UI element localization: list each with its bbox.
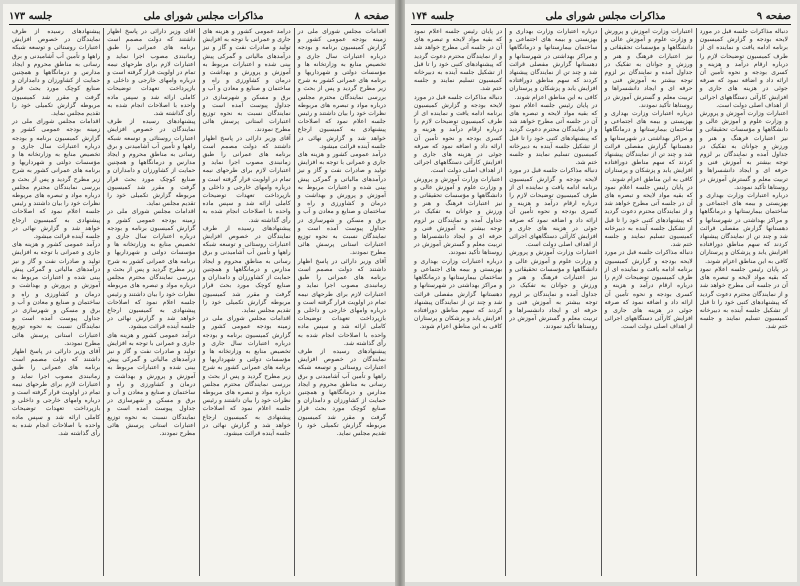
left-page-columns — [9, 28, 389, 576]
column-text: دنباله مذاکرات جلسه قبل در مورد لایحه بودجه و گزارش کمیسیون برنامه ادامه یافت و نماینده ای از طرف کمیسیون توضیحات لازم را درباره ارقام درآمد و هزینه و کسری بودجه و نحوه تأمین آن ارائه داد و اضافه نمود که صرفه جوئی در هزینه های جاری و افزایش کارآئی دستگاههای اجرائی از اهداف اصلی دولت است. — [699, 28, 788, 109]
column-text: اقدامات مجلس شورای ملی در زمینه بودجه عمومی کشور و گزارش کمیسیون برنامه و بودجه درباره اعتبارات سال جاری و تخصیص منابع به وزارتخانه ها و مؤسسات دولتی و شهرداریها و برنامه های عمرانی کشور به شرح زیر مطرح گردید و پس از بحث و بررسی نمایندگان محترم مجلس درباره مواد و تبصره های مربوطه نظرات خود را بیان داشتند و رئیس جلسه اعلام نمود که اصلاحات پیشنهادی به کمیسیون ارجاع خواهد شد و گزارش نهائی در جلسه آینده قرائت میشود. — [297, 28, 386, 150]
text-column — [602, 28, 697, 576]
column-text: اعتبارات وزارت آموزش و پرورش و وزارت علوم و آموزش عالی و دانشگاهها و مؤسسات تحقیقاتی و نیز اعتبارات فرهنگ و هنر و ورزش و جوانان به تفکیک در جداول آمده و نمایندگان بر لزوم توجه بیشتر به آموزش فنی و حرفه ای و ایجاد دانشسراها و تربیت معلم و گسترش آموزش در روستاها تأکید نمودند. — [604, 28, 693, 109]
column-text: اعتبارات وزارت آموزش و پرورش و وزارت علوم و آموزش عالی و دانشگاهها و مؤسسات تحقیقاتی و نیز اعتبارات فرهنگ و هنر و ورزش و جوانان به تفکیک در جداول آمده و نمایندگان بر لزوم توجه بیشتر به آموزش فنی و حرفه ای و ایجاد دانشسراها و تربیت معلم و گسترش آموزش در روستاها تأکید نمودند. — [699, 110, 788, 191]
column-text: پیشنهادهای رسیده از طرف نمایندگان در خصوص افزایش اعتبارات روستائی و توسعه شبکه راهها و تأمین آب آشامیدنی و برق رسانی به مناطق محروم و ایجاد مدارس و درمانگاهها و همچنین حمایت از کشاورزان و دامداران و صنایع کوچک مورد بحث قرار گرفت و مقرر شد کمیسیون مربوطه گزارش تکمیلی خود را تقدیم مجلس نماید. — [12, 28, 101, 118]
column-text: در پایان رئیس جلسه اعلام نمود که بقیه مواد لایحه و تبصره های آن در جلسه آتی مطرح خواهد شد و از نمایندگان محترم دعوت گردید که پیشنهادهای کتبی خود را تا قبل از تشکیل جلسه آینده به دبیرخانه کمیسیون تسلیم نمایند و جلسه ختم شد. — [604, 183, 693, 249]
text-column — [506, 28, 601, 576]
text-column — [9, 28, 104, 576]
column-text: دنباله مذاکرات جلسه قبل در مورد لایحه بودجه و گزارش کمیسیون برنامه ادامه یافت و نماینده ای از طرف کمیسیون توضیحات لازم را درباره ارقام درآمد و هزینه و کسری بودجه و نحوه تأمین آن ارائه داد و اضافه نمود که صرفه جوئی در هزینه های جاری و افزایش کارآئی دستگاههای اجرائی از اهداف اصلی دولت است. — [509, 167, 598, 249]
column-text: درباره اعتبارات وزارت بهداری و بهزیستی و بیمه های اجتماعی و ساختمان بیمارستانها و درمانگاهها و مراکز بهداشتی در شهرستانها و دهستانها گزارش مفصلی قرائت شد و چند تن از نمایندگان پیشنهاد کردند که سهم مناطق دورافتاده افزایش یابد و پزشکان و پرستاران کافی به این مناطق اعزام شوند. — [604, 110, 693, 183]
page-number: صفحه ۸ — [354, 10, 389, 22]
column-text: پیشنهادهای رسیده از طرف نمایندگان در خصوص افزایش اعتبارات روستائی و توسعه شبکه راهها و تأمین آب آشامیدنی و برق رسانی به مناطق محروم و ایجاد مدارس و درمانگاهها و همچنین حمایت از کشاورزان و دامداران و صنایع کوچک مورد بحث قرار گرفت و مقرر شد کمیسیون مربوطه گزارش تکمیلی خود را تقدیم مجلس نماید. — [202, 224, 291, 314]
text-column — [697, 28, 791, 576]
column-text: اعتبارات وزارت آموزش و پرورش و وزارت علوم و آموزش عالی و دانشگاهها و مؤسسات تحقیقاتی و نیز اعتبارات فرهنگ و هنر و ورزش و جوانان به تفکیک در جداول آمده و نمایندگان بر لزوم توجه بیشتر به آموزش فنی و حرفه ای و ایجاد دانشسراها و تربیت معلم و گسترش آموزش در روستاها تأکید نمودند. — [414, 175, 503, 257]
right-page-header — [411, 8, 791, 25]
left-page — [3, 4, 395, 582]
text-column — [200, 28, 295, 576]
column-text: آقای وزیر دارائی در پاسخ اظهار داشتند که دولت مصمم است برنامه های عمرانی را طبق زمانبندی مصوب اجرا نماید و اعتبارات لازم برای طرحهای نیمه تمام در اولویت قرار گرفته است و درباره وامهای خارجی و داخلی و بازپرداخت تعهدات توضیحات کاملی ارائه شد و سپس ماده واحده با اصلاحات انجام شده به رأی گذاشته شد. — [297, 257, 386, 347]
book-gutter — [395, 0, 405, 586]
column-text: پیشنهادهای رسیده از طرف نمایندگان در خصوص افزایش اعتبارات روستائی و توسعه شبکه راهها و تأمین آب آشامیدنی و برق رسانی به مناطق محروم و ایجاد مدارس و درمانگاهها و همچنین حمایت از کشاورزان و دامداران و صنایع کوچک مورد بحث قرار گرفت و مقرر شد کمیسیون مربوطه گزارش تکمیلی خود را تقدیم مجلس نماید. — [107, 118, 196, 208]
publication-title: مذاکرات مجلس شورای ملی — [545, 10, 666, 22]
right-page — [405, 4, 797, 582]
page-number: صفحه ۹ — [756, 10, 791, 22]
session-number: جلسه ۱۷۳ — [9, 10, 53, 22]
column-text: در پایان رئیس جلسه اعلام نمود که بقیه مواد لایحه و تبصره های آن در جلسه آتی مطرح خواهد شد و از نمایندگان محترم دعوت گردید که پیشنهادهای کتبی خود را تا قبل از تشکیل جلسه آینده به دبیرخانه کمیسیون تسلیم نمایند و جلسه ختم شد. — [414, 28, 503, 93]
column-text: درباره اعتبارات وزارت بهداری و بهزیستی و بیمه های اجتماعی و ساختمان بیمارستانها و درمانگاهها و مراکز بهداشتی در شهرستانها و دهستانها گزارش مفصلی قرائت شد و چند تن از نمایندگان پیشنهاد کردند که سهم مناطق دورافتاده افزایش یابد و پزشکان و پرستاران کافی به این مناطق اعزام شوند. — [414, 257, 503, 331]
publication-title: مذاکرات مجلس شورای ملی — [143, 10, 264, 22]
column-text: درباره اعتبارات وزارت بهداری و بهزیستی و بیمه های اجتماعی و ساختمان بیمارستانها و درمانگاهها و مراکز بهداشتی در شهرستانها و دهستانها گزارش مفصلی قرائت شد و چند تن از نمایندگان پیشنهاد کردند که سهم مناطق دورافتاده افزایش یابد و پزشکان و پرستاران کافی به این مناطق اعزام شوند. — [699, 192, 788, 265]
column-text: درآمد عمومی کشور و هزینه های جاری و عمرانی با توجه به افزایش تولید و صادرات نفت و گاز و نیز درآمدهای مالیاتی و گمرکی پیش بینی شده و اعتبارات مربوط به آموزش و پرورش و بهداشت و درمان و کشاورزی و راه و ساختمان و صنایع و معادن و آب و برق و مسکن و شهرسازی در جداول پیوست آمده است و نمایندگان نسبت به نحوه توزیع اعتبارات استانی پرسش هائی مطرح نمودند. — [12, 241, 101, 347]
column-text: درآمد عمومی کشور و هزینه های جاری و عمرانی با توجه به افزایش تولید و صادرات نفت و گاز و نیز درآمدهای مالیاتی و گمرکی پیش بینی شده و اعتبارات مربوط به آموزش و پرورش و بهداشت و درمان و کشاورزی و راه و ساختمان و صنایع و معادن و آب و برق و مسکن و شهرسازی در جداول پیوست آمده است و نمایندگان نسبت به نحوه توزیع اعتبارات استانی پرسش هائی مطرح نمودند. — [202, 28, 291, 134]
column-text: اقدامات مجلس شورای ملی در زمینه بودجه عمومی کشور و گزارش کمیسیون برنامه و بودجه درباره اعتبارات سال جاری و تخصیص منابع به وزارتخانه ها و مؤسسات دولتی و شهرداریها و برنامه های عمرانی کشور به شرح زیر مطرح گردید و پس از بحث و بررسی نمایندگان محترم مجلس درباره مواد و تبصره های مربوطه نظرات خود را بیان داشتند و رئیس جلسه اعلام نمود که اصلاحات پیشنهادی به کمیسیون ارجاع خواهد شد و گزارش نهائی در جلسه آینده قرائت میشود. — [12, 118, 101, 241]
column-text: دنباله مذاکرات جلسه قبل در مورد لایحه بودجه و گزارش کمیسیون برنامه ادامه یافت و نماینده ای از طرف کمیسیون توضیحات لازم را درباره ارقام درآمد و هزینه و کسری بودجه و نحوه تأمین آن ارائه داد و اضافه نمود که صرفه جوئی در هزینه های جاری و افزایش کارآئی دستگاههای اجرائی از اهداف اصلی دولت است. — [414, 93, 503, 175]
column-text: آقای وزیر دارائی در پاسخ اظهار داشتند که دولت مصمم است برنامه های عمرانی را طبق زمانبندی مصوب اجرا نماید و اعتبارات لازم برای طرحهای نیمه تمام در اولویت قرار گرفته است و درباره وامهای خارجی و داخلی و بازپرداخت تعهدات توضیحات کاملی ارائه شد و سپس ماده واحده با اصلاحات انجام شده به رأی گذاشته شد. — [107, 28, 196, 118]
text-column — [104, 28, 199, 576]
column-text: دنباله مذاکرات جلسه قبل در مورد لایحه بودجه و گزارش کمیسیون برنامه ادامه یافت و نماینده ای از طرف کمیسیون توضیحات لازم را درباره ارقام درآمد و هزینه و کسری بودجه و نحوه تأمین آن ارائه داد و اضافه نمود که صرفه جوئی در هزینه های جاری و افزایش کارآئی دستگاههای اجرائی از اهداف اصلی دولت است. — [604, 249, 693, 331]
column-text: در پایان رئیس جلسه اعلام نمود که بقیه مواد لایحه و تبصره های آن در جلسه آتی مطرح خواهد شد و از نمایندگان محترم دعوت گردید که پیشنهادهای کتبی خود را تا قبل از تشکیل جلسه آینده به دبیرخانه کمیسیون تسلیم نمایند و جلسه ختم شد. — [699, 265, 788, 331]
column-text: درباره اعتبارات وزارت بهداری و بهزیستی و بیمه های اجتماعی و ساختمان بیمارستانها و درمانگاهها و مراکز بهداشتی در شهرستانها و دهستانها گزارش مفصلی قرائت شد و چند تن از نمایندگان پیشنهاد کردند که سهم مناطق دورافتاده افزایش یابد و پزشکان و پرستاران کافی به این مناطق اعزام شوند. — [509, 28, 598, 101]
right-page-columns — [411, 28, 791, 576]
text-column — [295, 28, 389, 576]
column-text: در پایان رئیس جلسه اعلام نمود که بقیه مواد لایحه و تبصره های آن در جلسه آتی مطرح خواهد شد و از نمایندگان محترم دعوت گردید که پیشنهادهای کتبی خود را تا قبل از تشکیل جلسه آینده به دبیرخانه کمیسیون تسلیم نمایند و جلسه ختم شد. — [509, 101, 598, 167]
left-page-header — [9, 8, 389, 25]
column-text: اقدامات مجلس شورای ملی در زمینه بودجه عمومی کشور و گزارش کمیسیون برنامه و بودجه درباره اعتبارات سال جاری و تخصیص منابع به وزارتخانه ها و مؤسسات دولتی و شهرداریها و برنامه های عمرانی کشور به شرح زیر مطرح گردید و پس از بحث و بررسی نمایندگان محترم مجلس درباره مواد و تبصره های مربوطه نظرات خود را بیان داشتند و رئیس جلسه اعلام نمود که اصلاحات پیشنهادی به کمیسیون ارجاع خواهد شد و گزارش نهائی در جلسه آینده قرائت میشود. — [202, 315, 291, 437]
column-text: درآمد عمومی کشور و هزینه های جاری و عمرانی با توجه به افزایش تولید و صادرات نفت و گاز و نیز درآمدهای مالیاتی و گمرکی پیش بینی شده و اعتبارات مربوط به آموزش و پرورش و بهداشت و درمان و کشاورزی و راه و ساختمان و صنایع و معادن و آب و برق و مسکن و شهرسازی در جداول پیوست آمده است و نمایندگان نسبت به نحوه توزیع اعتبارات استانی پرسش هائی مطرح نمودند. — [107, 331, 196, 437]
column-text: آقای وزیر دارائی در پاسخ اظهار داشتند که دولت مصمم است برنامه های عمرانی را طبق زمانبندی مصوب اجرا نماید و اعتبارات لازم برای طرحهای نیمه تمام در اولویت قرار گرفته است و درباره وامهای خارجی و داخلی و بازپرداخت تعهدات توضیحات کاملی ارائه شد و سپس ماده واحده با اصلاحات انجام شده به رأی گذاشته شد. — [12, 347, 101, 437]
column-text: پیشنهادهای رسیده از طرف نمایندگان در خصوص افزایش اعتبارات روستائی و توسعه شبکه راهها و تأمین آب آشامیدنی و برق رسانی به مناطق محروم و ایجاد مدارس و درمانگاهها و همچنین حمایت از کشاورزان و دامداران و صنایع کوچک مورد بحث قرار گرفت و مقرر شد کمیسیون مربوطه گزارش تکمیلی خود را تقدیم مجلس نماید. — [297, 347, 386, 437]
column-text: اعتبارات وزارت آموزش و پرورش و وزارت علوم و آموزش عالی و دانشگاهها و مؤسسات تحقیقاتی و نیز اعتبارات فرهنگ و هنر و ورزش و جوانان به تفکیک در جداول آمده و نمایندگان بر لزوم توجه بیشتر به آموزش فنی و حرفه ای و ایجاد دانشسراها و تربیت معلم و گسترش آموزش در روستاها تأکید نمودند. — [509, 249, 598, 331]
column-text: درآمد عمومی کشور و هزینه های جاری و عمرانی با توجه به افزایش تولید و صادرات نفت و گاز و نیز درآمدهای مالیاتی و گمرکی پیش بینی شده و اعتبارات مربوط به آموزش و پرورش و بهداشت و درمان و کشاورزی و راه و ساختمان و صنایع و معادن و آب و برق و مسکن و شهرسازی در جداول پیوست آمده است و نمایندگان نسبت به نحوه توزیع اعتبارات استانی پرسش هائی مطرح نمودند. — [297, 151, 386, 257]
text-column — [411, 28, 506, 576]
column-text: اقدامات مجلس شورای ملی در زمینه بودجه عمومی کشور و گزارش کمیسیون برنامه و بودجه درباره اعتبارات سال جاری و تخصیص منابع به وزارتخانه ها و مؤسسات دولتی و شهرداریها و برنامه های عمرانی کشور به شرح زیر مطرح گردید و پس از بحث و بررسی نمایندگان محترم مجلس درباره مواد و تبصره های مربوطه نظرات خود را بیان داشتند و رئیس جلسه اعلام نمود که اصلاحات پیشنهادی به کمیسیون ارجاع خواهد شد و گزارش نهائی در جلسه آینده قرائت میشود. — [107, 208, 196, 331]
session-number: جلسه ۱۷۴ — [411, 10, 455, 22]
column-text: آقای وزیر دارائی در پاسخ اظهار داشتند که دولت مصمم است برنامه های عمرانی را طبق زمانبندی مصوب اجرا نماید و اعتبارات لازم برای طرحهای نیمه تمام در اولویت قرار گرفته است و درباره وامهای خارجی و داخلی و بازپرداخت تعهدات توضیحات کاملی ارائه شد و سپس ماده واحده با اصلاحات انجام شده به رأی گذاشته شد. — [202, 134, 291, 224]
